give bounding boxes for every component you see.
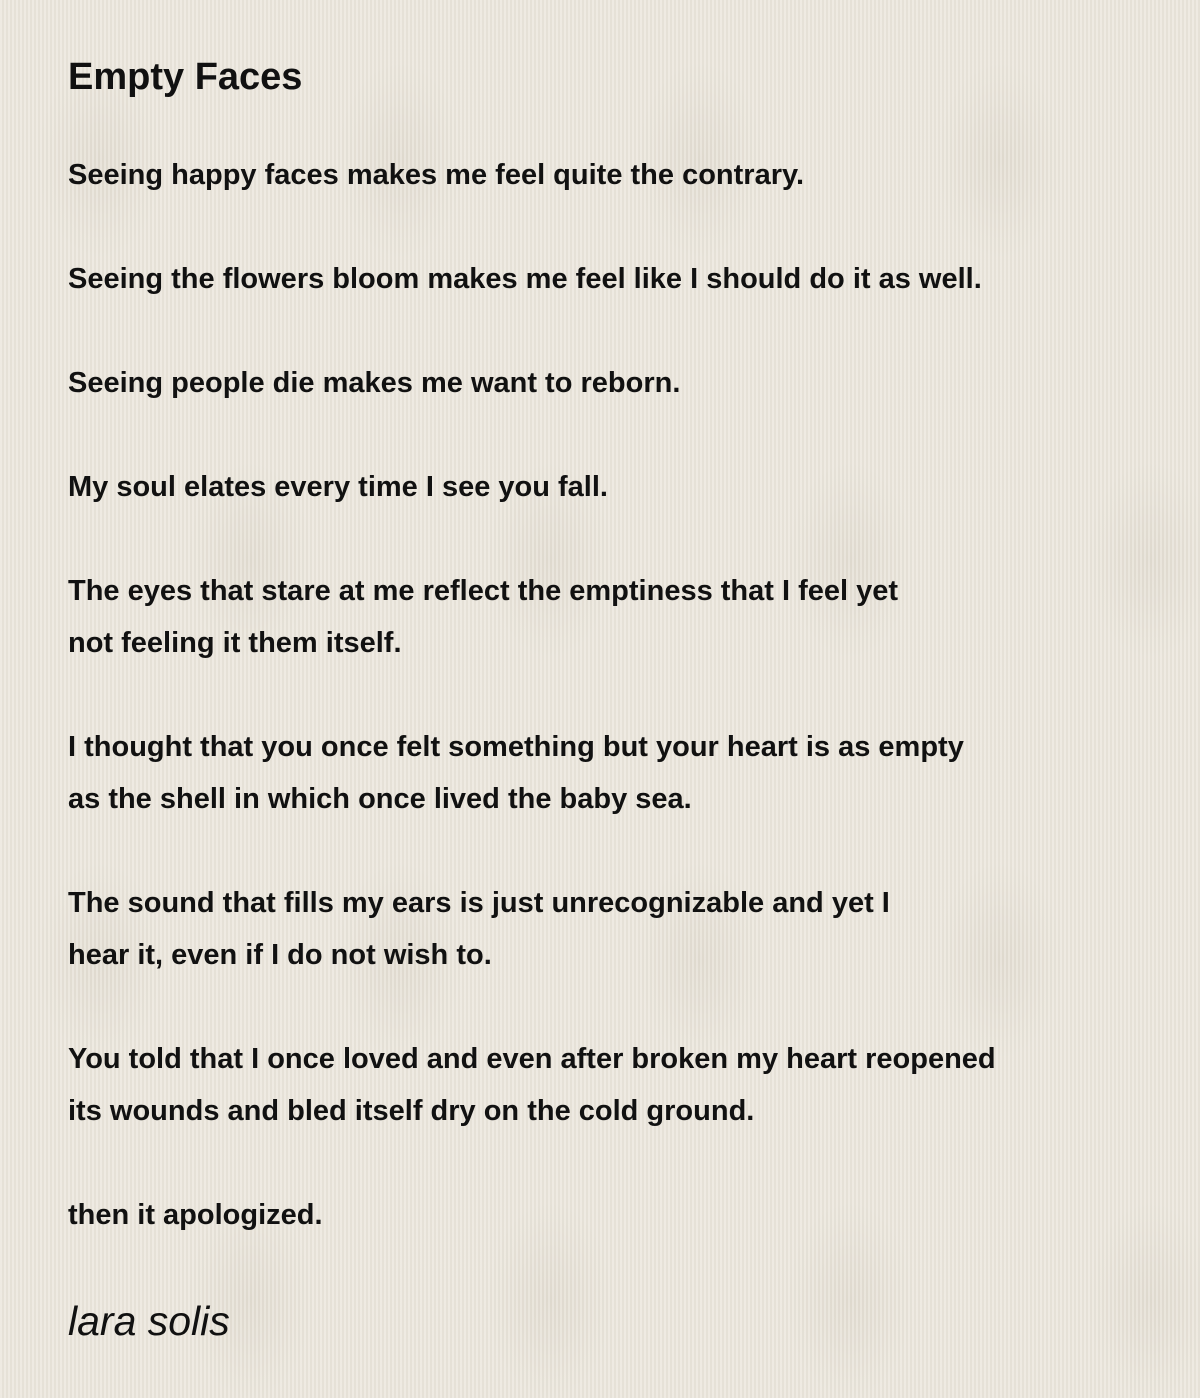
stanza [68, 357, 680, 409]
stanza [68, 877, 890, 981]
poem-line: then it apologized. [68, 1199, 323, 1231]
poem-line: I thought that you once felt something but your heart is as empty [68, 731, 964, 763]
poem-line: The eyes that stare at me reflect the emptiness that I feel yet [68, 575, 899, 607]
stanza [68, 253, 982, 305]
poem-line: not feeling it them itself. [68, 627, 402, 659]
poem-author: lara solis [68, 1298, 230, 1344]
poem-line: You told that I once loved and even after broken my heart reopened [68, 1043, 996, 1075]
poem-line: Seeing the flowers bloom makes me feel like I should do it as well. [68, 263, 982, 295]
poem-line: My soul elates every time I see you fall. [68, 471, 608, 503]
stanza [68, 461, 608, 513]
poem-line: as the shell in which once lived the baby sea. [68, 783, 692, 815]
stanza [68, 565, 898, 669]
stanza [68, 149, 804, 201]
stanza [68, 1033, 996, 1137]
stanza [68, 721, 964, 825]
poem-line: its wounds and bled itself dry on the cold ground. [68, 1095, 755, 1127]
poem-line: Seeing happy faces makes me feel quite the contrary. [68, 159, 805, 191]
poem-line: The sound that fills my ears is just unrecognizable and yet I [68, 887, 890, 919]
stanza [68, 1189, 323, 1241]
poem-line: Seeing people die makes me want to reborn. [68, 367, 681, 399]
poem-line: hear it, even if I do not wish to. [68, 939, 492, 971]
poem-title: Empty Faces [68, 56, 303, 98]
